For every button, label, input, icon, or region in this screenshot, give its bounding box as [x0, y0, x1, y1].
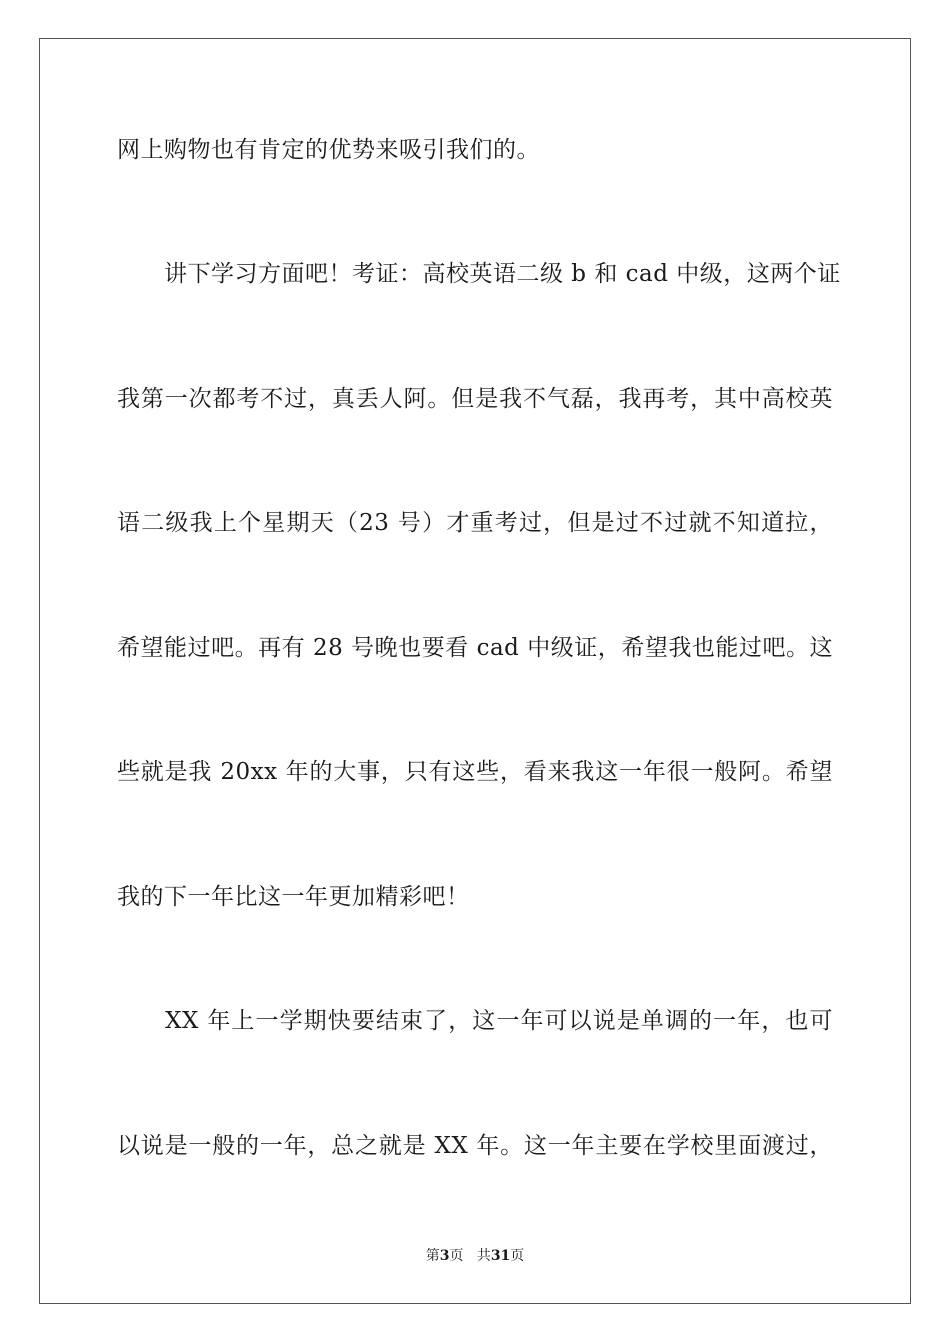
text-line-7: 我的下一年比这一年更加精彩吧！ [117, 884, 470, 910]
text-line-1: 网上购物也有肯定的优势来吸引我们的。 [117, 137, 540, 163]
total-suffix: 页 [510, 1248, 525, 1264]
page-suffix: 页 [449, 1248, 464, 1264]
text-line-6: 些就是我 20xx 年的大事，只有这些，看来我这一年很一般阿。希望 [117, 759, 833, 785]
text-line-5: 希望能过吧。再有 28 号晚也要看 cad 中级证，希望我也能过吧。这 [117, 635, 833, 661]
page-number: 3 [439, 1248, 450, 1264]
text-line-4: 语二级我上个星期天（23 号）才重考过，但是过不过就不知道拉， [117, 510, 833, 536]
page-border [39, 38, 911, 1304]
text-line-8: XX 年上一学期快要结束了，这一年可以说是单调的一年，也可 [117, 1008, 833, 1034]
page-prefix: 第 [425, 1248, 440, 1264]
total-prefix: 共 [476, 1248, 491, 1264]
page-footer [0, 1246, 950, 1266]
total-pages: 31 [490, 1248, 511, 1264]
text-line-2: 讲下学习方面吧！考证：高校英语二级 b 和 cad 中级，这两个证 [117, 261, 841, 287]
text-line-9: 以说是一般的一年，总之就是 XX 年。这一年主要在学校里面渡过， [117, 1133, 833, 1159]
text-line-3: 我第一次都考不过，真丢人阿。但是我不气磊，我再考，其中高校英 [117, 386, 833, 412]
